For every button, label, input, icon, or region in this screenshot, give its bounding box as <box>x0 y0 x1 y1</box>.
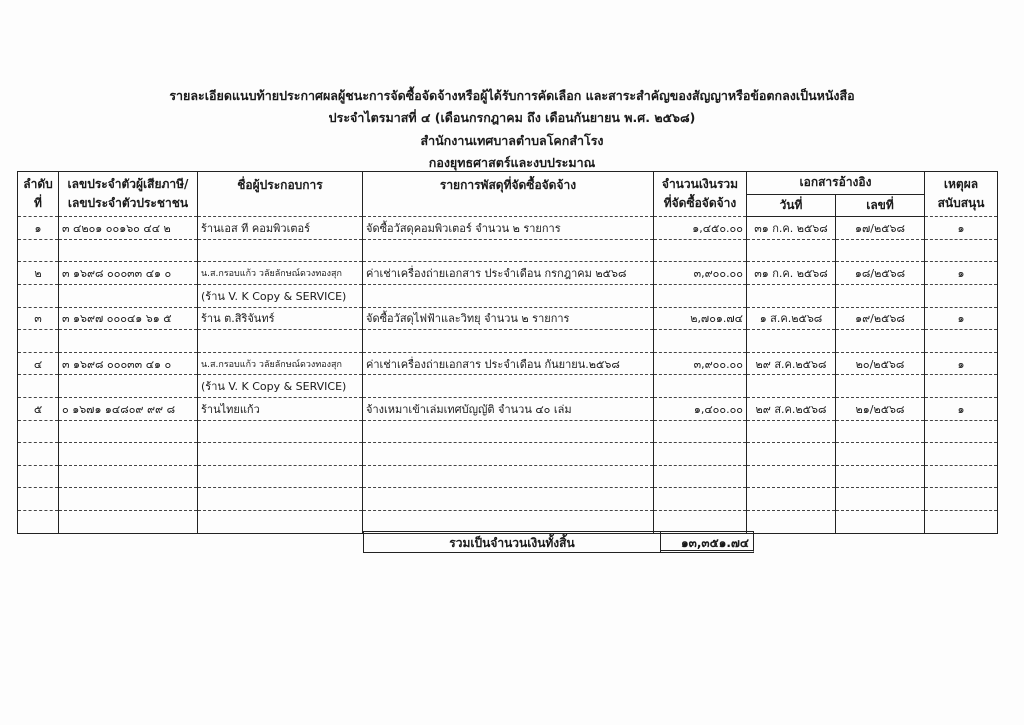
row-item: ค่าเช่าเครื่องถ่ายเอกสาร ประจำเดือน กรกฎาคม ๒๕๖๘ <box>363 262 654 285</box>
row-ref-date: ๒๙ ส.ค.๒๕๖๘ <box>747 352 836 375</box>
row-no: ๑ <box>18 217 59 240</box>
row-ref-date: ๒๙ ส.ค.๒๕๖๘ <box>747 397 836 420</box>
col-header-ref-no: เลขที่ <box>836 194 925 217</box>
quarter-subtitle: ประจำไตรมาสที่ ๔ (เดือนกรกฎาคม ถึง เดือนกันยายน พ.ศ. ๒๕๖๘) <box>328 110 696 125</box>
table-row-continued <box>18 284 998 307</box>
row-ref-no: ๑๙/๒๕๖๘ <box>836 307 925 330</box>
row-reason: ๑ <box>925 307 998 330</box>
empty-row <box>18 239 998 262</box>
empty-row <box>18 510 998 533</box>
row-ref-date: ๓๑ ก.ค. ๒๕๖๘ <box>747 262 836 285</box>
total-label: รวมเป็นจำนวนเงินทั้งสิ้น <box>363 531 661 553</box>
row-reason: ๑ <box>925 217 998 240</box>
table-row <box>18 397 998 420</box>
col-header-vendor: ชื่อผู้ประกอบการ <box>198 172 363 217</box>
row-taxid: ๓ ๑๖๙๘ ๐๐๐๓๓ ๔๑ ๐ <box>59 352 198 375</box>
row-amount: ๓,๙๐๐.๐๐ <box>654 352 747 375</box>
row-item: จัดซื้อวัสดุไฟฟ้าและวิทยุ จำนวน ๒ รายการ <box>363 307 654 330</box>
row-taxid: ๓ ๔๒๐๑ ๐๐๑๖๐ ๔๔ ๒ <box>59 217 198 240</box>
col-header-taxid: เลขประจำตัวผู้เสียภาษี/ เลขประจำตัวประชาชน <box>59 172 198 217</box>
row-item: จัดซื้อวัสดุคอมพิวเตอร์ จำนวน ๒ รายการ <box>363 217 654 240</box>
col-header-ref: เอกสารอ้างอิง <box>747 172 925 195</box>
total-amount: ๑๓,๓๕๑.๗๔ <box>660 531 754 553</box>
table-row <box>18 262 998 285</box>
empty-row <box>18 488 998 511</box>
row-vendor: ร้านเอส ที คอมพิวเตอร์ <box>198 217 363 240</box>
division-name: กองยุทธศาสตร์และงบประมาณ <box>428 155 596 170</box>
table-row <box>18 352 998 375</box>
row-amount: ๒,๗๐๑.๗๔ <box>654 307 747 330</box>
table-row-continued <box>18 375 998 398</box>
row-item: จ้างเหมาเข้าเล่มเทศบัญญัติ จำนวน ๔๐ เล่ม <box>363 397 654 420</box>
procurement-table <box>17 171 998 534</box>
row-ref-date: ๑ ส.ค.๒๕๖๘ <box>747 307 836 330</box>
row-no: ๔ <box>18 352 59 375</box>
row-ref-no: ๑๘/๒๕๖๘ <box>836 262 925 285</box>
row-taxid: ๓ ๑๖๙๗ ๐๐๐๔๑ ๖๑ ๕ <box>59 307 198 330</box>
row-ref-no: ๒๐/๒๕๖๘ <box>836 352 925 375</box>
row-reason: ๑ <box>925 262 998 285</box>
section-gap <box>18 330 998 353</box>
row-amount: ๓,๙๐๐.๐๐ <box>654 262 747 285</box>
row-item: ค่าเช่าเครื่องถ่ายเอกสาร ประจำเดือน กันยายน.๒๕๖๘ <box>363 352 654 375</box>
office-name: สำนักงานเทศบาลตำบลโคกสำโรง <box>420 133 604 148</box>
row-no: ๒ <box>18 262 59 285</box>
empty-row <box>18 465 998 488</box>
row-reason: ๑ <box>925 397 998 420</box>
col-header-reason: เหตุผล สนับสนุน <box>925 172 998 217</box>
row-vendor: ร้าน ต.สิริจันทร์ <box>198 307 363 330</box>
table-row <box>18 307 998 330</box>
row-vendor: น.ส.กรอบแก้ว วลัยลักษณ์ดวงทองสุก <box>198 352 363 375</box>
row-no: ๕ <box>18 397 59 420</box>
row-taxid: ๓ ๑๖๙๘ ๐๐๐๓๓ ๔๑ ๐ <box>59 262 198 285</box>
row-ref-no: ๑๗/๒๕๖๘ <box>836 217 925 240</box>
row-amount: ๑,๔๐๐.๐๐ <box>654 397 747 420</box>
row-vendor-shop: (ร้าน V. K Copy & SERVICE) <box>198 284 363 307</box>
empty-row <box>18 443 998 466</box>
document-title: รายละเอียดแนบท้ายประกาศผลผู้ชนะการจัดซื้อจัดจ้างหรือผู้ได้รับการคัดเลือก และสาระสำคัญของสัญญาหรือข้อตกลงเป็นหนังสือ <box>169 88 855 103</box>
row-vendor-shop: (ร้าน V. K Copy & SERVICE) <box>198 375 363 398</box>
row-amount: ๑,๔๕๐.๐๐ <box>654 217 747 240</box>
row-vendor: ร้านไทยแก้ว <box>198 397 363 420</box>
col-header-item: รายการพัสดุที่จัดซื้อจัดจ้าง <box>363 172 654 217</box>
row-ref-date: ๓๑ ก.ค. ๒๕๖๘ <box>747 217 836 240</box>
row-taxid: ๐ ๑๖๗๑ ๑๔๘๐๙ ๙๙ ๘ <box>59 397 198 420</box>
row-no: ๓ <box>18 307 59 330</box>
col-header-amount: จำนวนเงินรวม ที่จัดซื้อจัดจ้าง <box>654 172 747 217</box>
table-row <box>18 217 998 240</box>
row-ref-no: ๒๑/๒๕๖๘ <box>836 397 925 420</box>
col-header-ref-date: วันที่ <box>747 194 836 217</box>
empty-row <box>18 420 998 443</box>
row-reason: ๑ <box>925 352 998 375</box>
row-vendor: น.ส.กรอบแก้ว วลัยลักษณ์ดวงทองสุก <box>198 262 363 285</box>
col-header-no: ลำดับ ที่ <box>18 172 59 217</box>
